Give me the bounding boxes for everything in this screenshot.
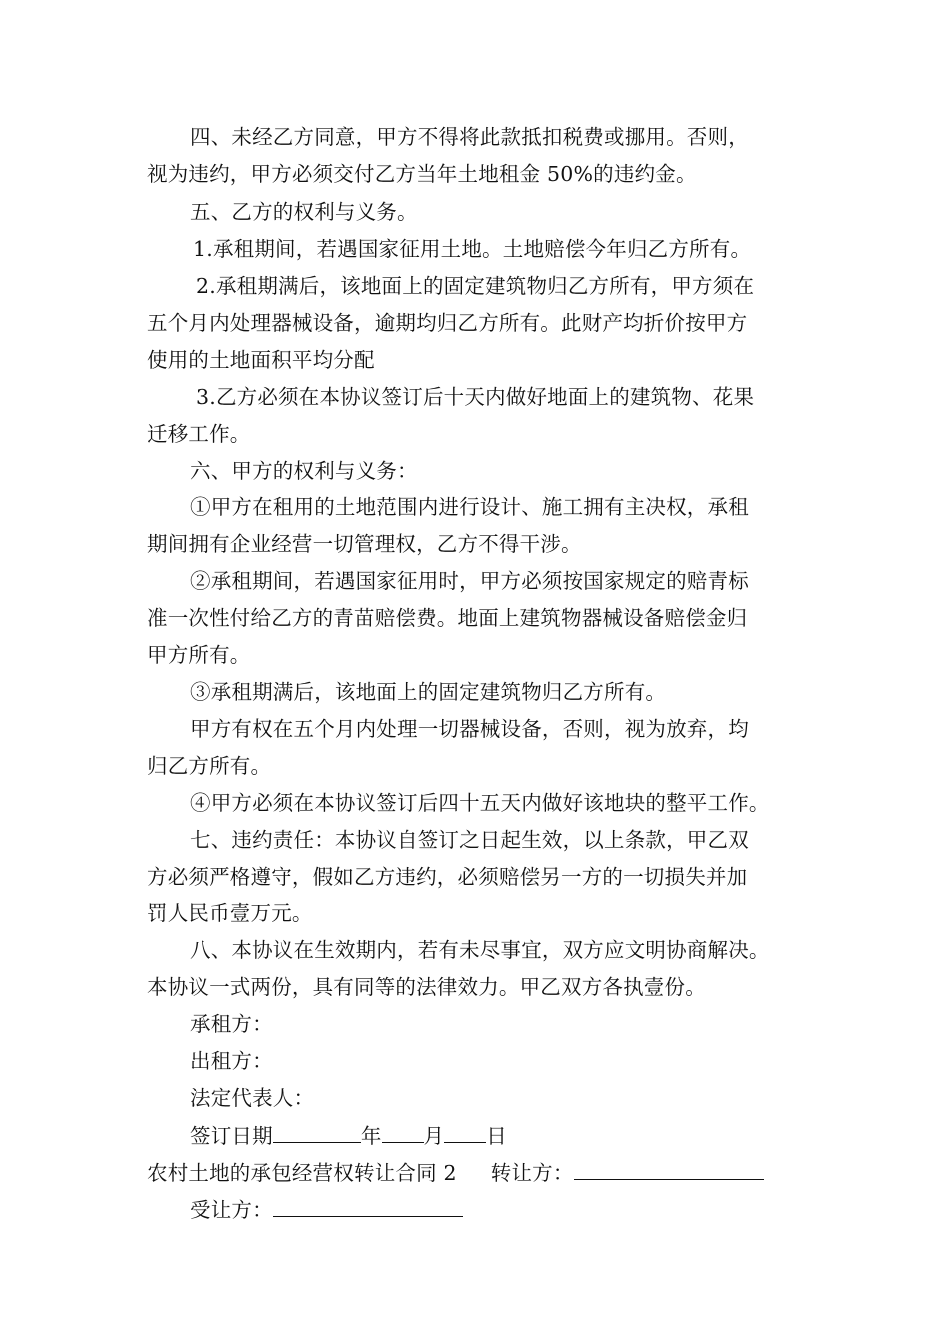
paragraph-line: 五个月内处理器械设备，逾期均归乙方所有。此财产均折价按甲方 <box>147 311 748 335</box>
paragraph-line: 2.承租期满后，该地面上的固定建筑物归乙方所有，甲方须在 <box>196 274 755 298</box>
contract2-title-line <box>147 1157 764 1188</box>
paragraph-line: 方必须严格遵守，假如乙方违约，必须赔偿另一方的一切损失并加 <box>147 865 748 889</box>
paragraph-line: 1.承租期间，若遇国家征用土地。土地赔偿今年归乙方所有。 <box>193 237 752 261</box>
paragraph-line: 使用的土地面积平均分配 <box>147 348 375 372</box>
paragraph-line: 归乙方所有。 <box>147 754 272 778</box>
signature-field-lessee: 承租方： <box>190 1012 273 1036</box>
transferee-label: 受让方： <box>190 1198 273 1222</box>
signature-field-representative: 法定代表人： <box>190 1086 315 1110</box>
paragraph-line: 本协议一式两份，具有同等的法律效力。甲乙双方各执壹份。 <box>147 975 706 999</box>
transferee-blank[interactable] <box>273 1194 463 1217</box>
section-heading: 六、甲方的权利与义务： <box>190 459 418 483</box>
paragraph-line: 期间拥有企业经营一切管理权，乙方不得干涉。 <box>147 532 582 556</box>
paragraph-line: 四、未经乙方同意，甲方不得将此款抵扣税费或挪用。否则， <box>190 125 749 149</box>
day-label: 日 <box>486 1124 507 1148</box>
transferee-line <box>190 1194 463 1225</box>
paragraph-line: 甲方有权在五个月内处理一切器械设备，否则，视为放弃，均 <box>190 717 749 741</box>
sign-date-line <box>190 1120 507 1151</box>
paragraph-line: 3.乙方必须在本协议签订后十天内做好地面上的建筑物、花果 <box>196 385 755 409</box>
paragraph-line: ④甲方必须在本协议签订后四十五天内做好该地块的整平工作。 <box>190 791 770 815</box>
year-label: 年 <box>360 1124 382 1148</box>
paragraph-line: ③承租期满后，该地面上的固定建筑物归乙方所有。 <box>190 680 667 704</box>
section-heading: 五、乙方的权利与义务。 <box>190 200 418 224</box>
signature-field-lessor: 出租方： <box>190 1049 273 1073</box>
month-blank[interactable] <box>382 1120 424 1143</box>
paragraph-line: 迁移工作。 <box>147 422 251 446</box>
paragraph-line: 罚人民币壹万元。 <box>147 901 313 925</box>
sign-date-label: 签订日期 <box>190 1124 273 1148</box>
day-blank[interactable] <box>444 1120 486 1143</box>
paragraph-line: ②承租期间，若遇国家征用时，甲方必须按国家规定的赔青标 <box>190 569 749 593</box>
contract2-title: 农村土地的承包经营权转让合同 2 <box>147 1161 457 1185</box>
transferor-label: 转让方： <box>490 1161 574 1185</box>
paragraph-line: ①甲方在租用的土地范围内进行设计、施工拥有主决权，承租 <box>190 495 749 519</box>
paragraph-line: 甲方所有。 <box>147 643 251 667</box>
paragraph-line: 准一次性付给乙方的青苗赔偿费。地面上建筑物器械设备赔偿金归 <box>147 606 748 630</box>
year-blank[interactable] <box>273 1120 361 1143</box>
paragraph-line: 八、本协议在生效期内，若有未尽事宜，双方应文明协商解决。 <box>190 938 770 962</box>
paragraph-line: 视为违约，甲方必须交付乙方当年土地租金 50%的违约金。 <box>147 162 697 186</box>
paragraph-line: 七、违约责任：本协议自签订之日起生效，以上条款，甲乙双 <box>190 828 749 852</box>
month-label: 月 <box>423 1124 445 1148</box>
transferor-blank[interactable] <box>574 1157 764 1180</box>
